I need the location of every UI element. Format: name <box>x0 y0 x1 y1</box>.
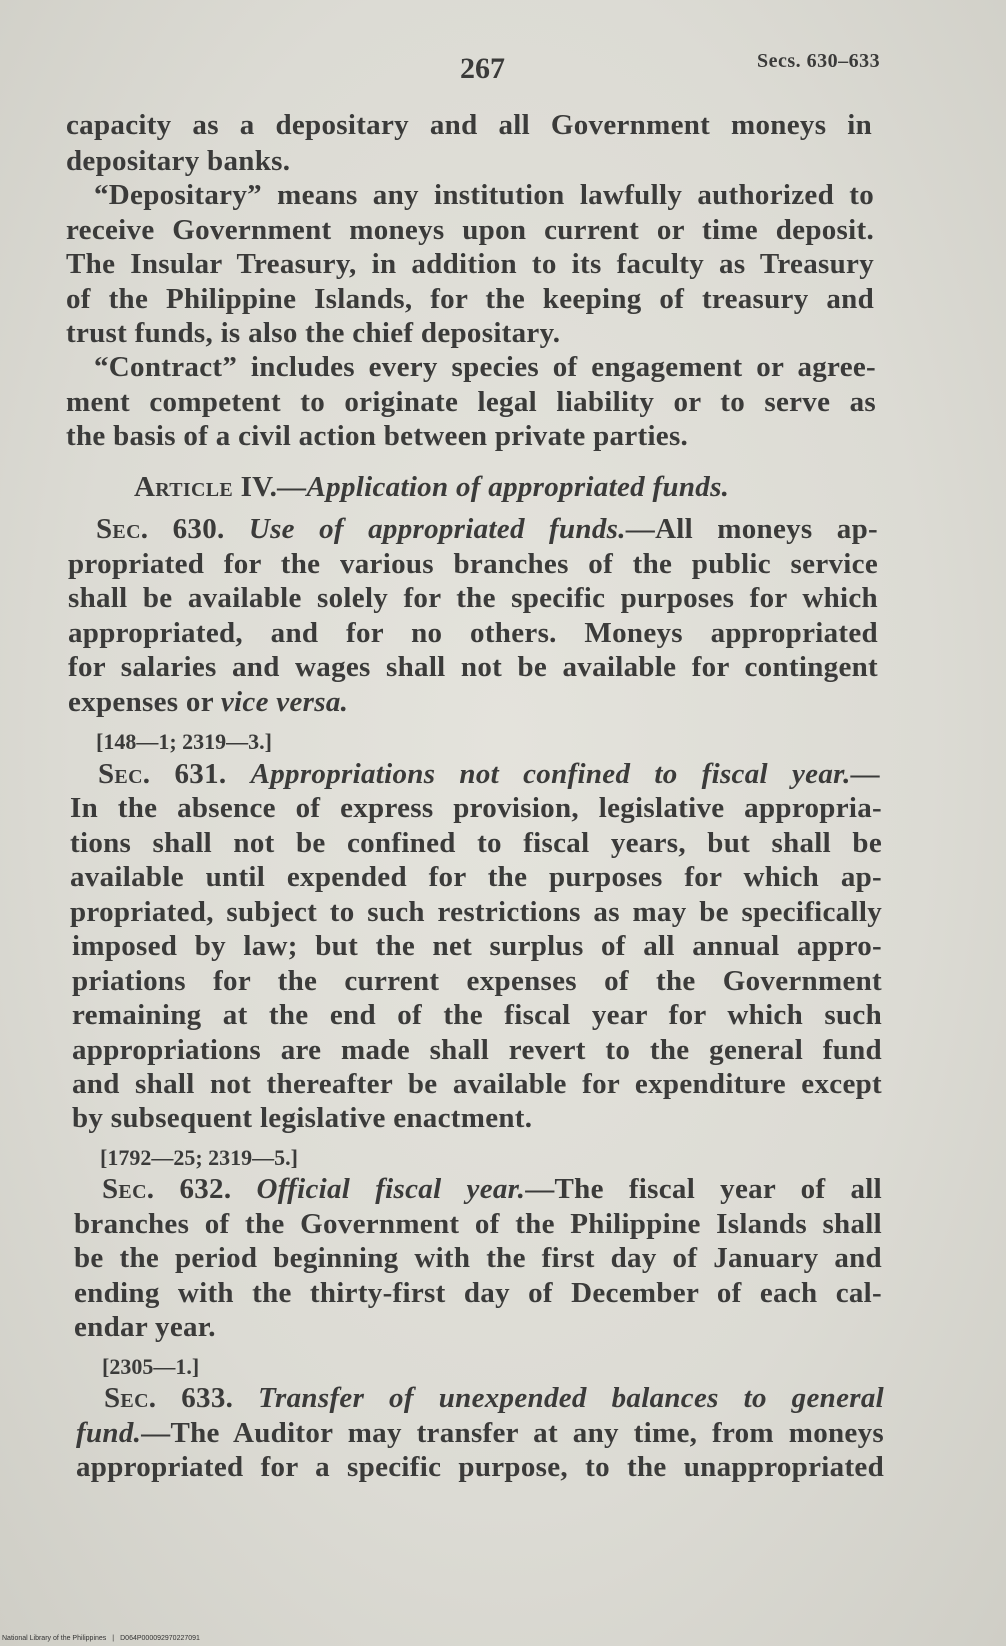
body-text: —The fiscal year of all <box>525 1173 882 1205</box>
section-632-first-line <box>102 1172 882 1206</box>
body-line: appropriated, and for no others. Moneys appropriated <box>68 617 878 649</box>
latin-phrase: vice versa. <box>220 686 349 718</box>
body-line: remaining at the end of the fiscal year for which such <box>72 999 882 1031</box>
body-line: and shall not thereafter be available for expenditure except <box>72 1068 882 1100</box>
body-line: trust funds, is also the chief depositary. <box>66 317 561 349</box>
body-line: propriated for the various branches of the public service <box>68 548 878 580</box>
body-text: —The Auditor may transfer at any time, from moneys <box>141 1417 884 1449</box>
section-label: Sec. 632. <box>102 1173 257 1205</box>
body-line <box>68 685 348 719</box>
body-line: The Insular Treasury, in addition to its faculty as Treasury <box>66 248 874 280</box>
scan-footer <box>2 1635 200 1642</box>
section-title: Use of appropriated funds. <box>248 513 626 545</box>
body-line: priations for the current expenses of the Government <box>72 965 882 997</box>
body-text: —All moneys ap- <box>625 513 878 545</box>
body-line: “Contract” includes every species of engagement or agree- <box>94 351 876 383</box>
footer-source: National Library of the Philippines <box>2 1635 107 1642</box>
body-line: In the absence of express provision, legislative appropria- <box>70 792 882 824</box>
body-line: by subsequent legislative enactment. <box>72 1102 533 1134</box>
body-line: of the Philippine Islands, for the keeping of treasury and <box>66 283 874 315</box>
body-line: be the period beginning with the first day of January and <box>74 1242 882 1274</box>
body-line: propriated, subject to such restrictions as may be specifically <box>70 896 882 928</box>
section-label: Sec. 630. <box>96 513 249 545</box>
section-label: Sec. 631. <box>98 758 251 790</box>
footer-separator: | <box>112 1635 115 1642</box>
section-631-first-line <box>98 757 880 791</box>
article-title: —Application of appropriated funds. <box>277 471 730 503</box>
body-line: capacity as a depositary and all Government moneys in <box>66 109 872 141</box>
body-line: appropriations are made shall revert to the general fund <box>72 1034 882 1066</box>
section-label: Sec. 633. <box>104 1382 259 1414</box>
body-line: ending with the thirty-first day of December of each cal- <box>74 1277 882 1309</box>
body-line: “Depositary” means any institution lawfully authorized to <box>94 179 874 211</box>
footer-id: D064P000092970227091 <box>120 1635 200 1642</box>
section-title: Official fiscal year. <box>256 1173 526 1205</box>
body-line: branches of the Government of the Philippine Islands shall <box>74 1208 882 1240</box>
article-heading <box>134 470 729 504</box>
body-line: tions shall not be confined to fiscal years, but shall be <box>70 827 882 859</box>
body-line: depositary banks. <box>66 145 291 177</box>
body-line: for salaries and wages shall not be available for contingent <box>68 651 878 683</box>
section-title: fund. <box>76 1417 142 1449</box>
body-line <box>76 1416 884 1450</box>
body-line: shall be available solely for the specific purposes for which <box>68 582 878 614</box>
body-line: available until expended for the purposes for which ap- <box>70 861 882 893</box>
body-line: endar year. <box>74 1311 216 1343</box>
section-title: Appropriations not confined to fiscal year.— <box>250 758 880 790</box>
body-line: appropriated for a specific purpose, to the unappropriated <box>76 1451 884 1483</box>
section-citation: [1792—25; 2319—5.] <box>100 1145 298 1170</box>
page-number: 267 <box>460 52 505 85</box>
section-citation: [148—1; 2319—3.] <box>96 729 272 754</box>
body-text: expenses or <box>68 686 221 718</box>
section-630-first-line <box>96 512 878 546</box>
section-range: Secs. 630–633 <box>757 50 881 72</box>
article-label: Article IV. <box>134 471 278 503</box>
section-title: Transfer of unexpended balances to general <box>258 1382 884 1414</box>
body-line: receive Government moneys upon current or time deposit. <box>66 214 874 246</box>
body-line: ment competent to originate legal liability or to serve as <box>66 386 876 418</box>
section-citation: [2305—1.] <box>102 1354 200 1379</box>
body-line: imposed by law; but the net surplus of all annual appro- <box>72 930 882 962</box>
section-633-first-line <box>104 1381 884 1415</box>
body-line: the basis of a civil action between private parties. <box>66 420 689 452</box>
